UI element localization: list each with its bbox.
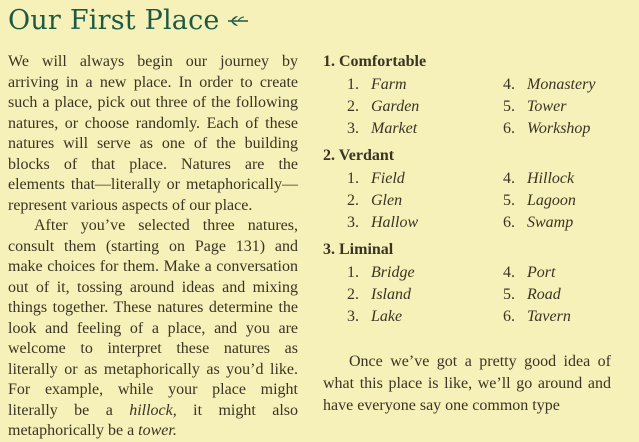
item-number: 2.	[347, 192, 359, 209]
instructions-paragraph	[8, 216, 298, 442]
item-number: 6.	[503, 214, 515, 231]
page-title	[8, 4, 250, 38]
list-item	[479, 168, 613, 190]
list-item	[323, 190, 479, 212]
item-label: Lagoon	[527, 192, 576, 209]
category-heading: 3. Liminal	[323, 241, 394, 258]
list-item	[323, 284, 479, 306]
item-number: 1.	[347, 170, 359, 187]
item-number: 6.	[503, 308, 515, 325]
list-item	[323, 262, 479, 284]
item-number: 5.	[503, 192, 515, 209]
list-item	[323, 96, 479, 118]
list-item	[479, 284, 613, 306]
category-heading: 1. Comfortable	[323, 53, 427, 70]
item-label: Port	[527, 264, 556, 281]
item-number: 3.	[347, 214, 359, 231]
instructions-text-2: it might also metaphorically be a	[8, 401, 298, 439]
list-item	[479, 74, 613, 96]
nature-list	[323, 74, 613, 140]
item-number: 2.	[347, 286, 359, 303]
list-item	[323, 118, 479, 140]
list-item	[323, 168, 479, 190]
list-item	[323, 212, 479, 234]
item-number: 1.	[347, 76, 359, 93]
item-number: 3.	[347, 120, 359, 137]
leaf-flourish-icon	[226, 13, 250, 29]
category-liminal	[323, 240, 613, 328]
item-label: Glen	[371, 192, 403, 209]
item-label: Farm	[371, 76, 407, 93]
item-number: 6.	[503, 120, 515, 137]
list-item	[479, 262, 613, 284]
item-label: Tower	[527, 98, 567, 115]
list-item	[479, 212, 613, 234]
item-number: 1.	[347, 264, 359, 281]
list-item	[479, 190, 613, 212]
item-label: Swamp	[527, 214, 574, 231]
item-number: 5.	[503, 98, 515, 115]
nature-list	[323, 262, 613, 328]
list-item	[323, 306, 479, 328]
item-number: 3.	[347, 308, 359, 325]
item-label: Field	[371, 170, 405, 187]
continuation-text	[323, 351, 611, 417]
list-item	[479, 96, 613, 118]
instructions-emphasis-hillock: hillock,	[129, 401, 177, 419]
intro-paragraph: We will always begin our journey by arriving in a new place. In order to create such a place, pick out three of the following natures, or choose randomly. Each of these natures will serve as one of the building blocks of that place. Natures are the elements that—literally or metaphorically—represent various aspects of our place.	[8, 53, 298, 214]
item-number: 5.	[503, 286, 515, 303]
category-comfortable	[323, 52, 613, 140]
intro-text-column	[8, 52, 298, 442]
item-label: Monastery	[527, 76, 596, 93]
nature-list	[323, 168, 613, 234]
category-verdant	[323, 146, 613, 234]
instructions-text-1: After you’ve selected three natures, consult them (starting on Page 131) and make choices for them. Make a conversation out of it, tossing around ideas and mixing things together. These natures determine the look and feeling of a place, and you are welcome to interpret these natures as literally or as metaphorically as you’d like. For example, while your place might literally be a	[8, 217, 298, 419]
item-label: Bridge	[371, 264, 415, 281]
item-label: Road	[527, 286, 561, 303]
item-label: Hallow	[371, 214, 419, 231]
item-number: 4.	[503, 76, 515, 93]
category-heading: 2. Verdant	[323, 147, 395, 164]
instructions-emphasis-tower: tower.	[138, 422, 177, 439]
list-item	[479, 118, 613, 140]
page-title-text: Our First Place	[8, 5, 220, 36]
item-number: 2.	[347, 98, 359, 115]
item-label: Lake	[371, 308, 403, 325]
list-item	[323, 74, 479, 96]
item-number: 4.	[503, 264, 515, 281]
item-number: 4.	[503, 170, 515, 187]
item-label: Hillock	[527, 170, 575, 187]
continuation-paragraph: Once we’ve got a pretty good idea of what this place is like, we’ll go around and have everyone say one common type	[323, 353, 611, 414]
item-label: Tavern	[527, 308, 571, 325]
natures-list-column	[323, 52, 613, 334]
item-label: Garden	[371, 98, 420, 115]
item-label: Workshop	[527, 120, 591, 137]
list-item	[479, 306, 613, 328]
item-label: Market	[371, 120, 418, 137]
item-label: Island	[371, 286, 411, 303]
